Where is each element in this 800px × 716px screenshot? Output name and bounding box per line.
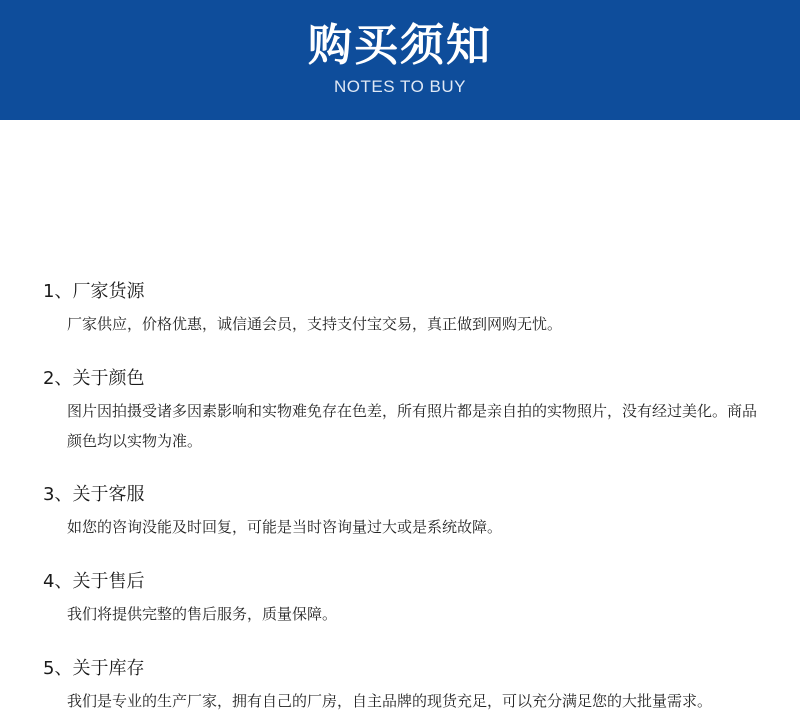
section-body: 如您的咨询没能及时回复，可能是当时咨询量过大或是系统故障。 [67, 518, 503, 536]
section-heading: 2、关于颜色 [43, 368, 145, 389]
section-heading: 4、关于售后 [43, 571, 145, 592]
page-title: 购买须知 [308, 20, 492, 71]
notice-section-inventory [43, 657, 763, 716]
section-heading: 1、厂家货源 [43, 281, 145, 302]
section-body: 我们将提供完整的售后服务，质量保障。 [67, 605, 338, 623]
section-body: 我们是专业的生产厂家，拥有自己的厂房，自主品牌的现货充足，可以充分满足您的大批量需求。 [67, 692, 713, 710]
section-heading: 5、关于库存 [43, 658, 145, 679]
section-body: 图片因拍摄受诸多因素影响和实物难免存在色差，所有照片都是亲自拍的实物照片，没有经过美化。商品颜色均以实物为准。 [67, 402, 758, 450]
section-body: 厂家供应，价格优惠，诚信通会员，支持支付宝交易，真正做到网购无忧。 [67, 315, 563, 333]
section-heading: 3、关于客服 [43, 484, 145, 505]
notice-section-color [43, 367, 763, 456]
notice-section-after-sales [43, 570, 763, 629]
notice-section-customer-service [43, 483, 763, 542]
header-banner [0, 0, 800, 120]
notice-section-source [43, 280, 763, 339]
page-subtitle: NOTES TO BUY [334, 77, 466, 96]
